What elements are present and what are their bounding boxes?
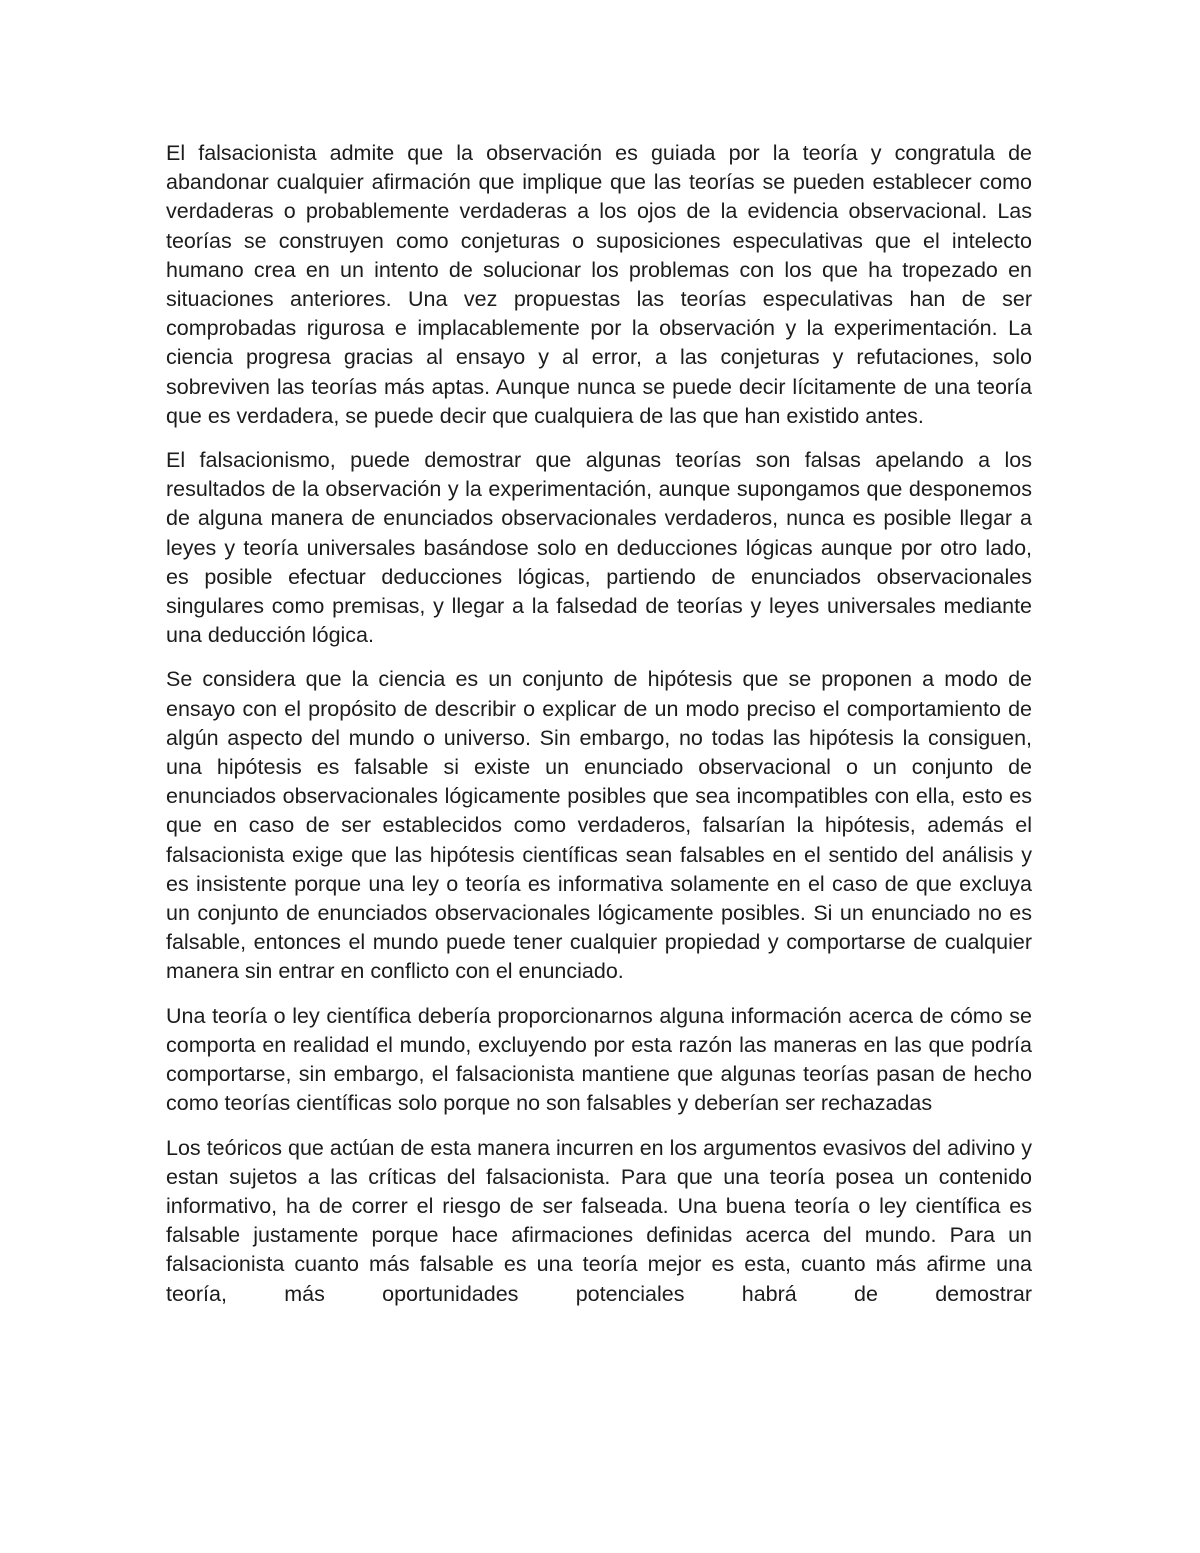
paragraph-1: El falsacionista admite que la observación es guiada por la teoría y congratula de abandonar cualquier afirmación que implique que las teorías se pueden establecer como verdaderas o probablemente verdaderas a los ojos de la evidencia observacional. Las teorías se construyen como conjeturas o suposiciones especulativas que el intelecto humano crea en un intento de solucionar los problemas con los que ha tropezado en situaciones anteriores. Una vez propuestas las teorías especulativas han de ser comprobadas rigurosa e implacablemente por la observación y la experimentación. La ciencia progresa gracias al ensayo y al error, a las conjeturas y refutaciones, solo sobreviven las teorías más aptas. Aunque nunca se puede decir lícitamente de una teoría que es verdadera, se puede decir que cualquiera de las que han existido antes. xyxy=(166,141,1032,428)
document-body xyxy=(166,139,1032,1324)
paragraph-2: El falsacionismo, puede demostrar que algunas teorías son falsas apelando a los resultados de la observación y la experimentación, aunque supongamos que desponemos de alguna manera de enunciados observacionales verdaderos, nunca es posible llegar a leyes y teoría universales basándose solo en deducciones lógicas aunque por otro lado, es posible efectuar deducciones lógicas, partiendo de enunciados observacionales singulares como premisas, y llegar a la falsedad de teorías y leyes universales mediante una deducción lógica. xyxy=(166,448,1032,648)
paragraph-5: Los teóricos que actúan de esta manera incurren en los argumentos evasivos del adivino y estan sujetos a las críticas del falsacionista. Para que una teoría posea un contenido informativo, ha de correr el riesgo de ser falseada. Una buena teoría o ley científica es falsable justamente porque hace afirmaciones definidas acerca del mundo. Para un falsacionista cuanto más falsable es una teoría mejor es esta, cuanto más afirme una teoría, más oportunidades potenciales habrá de demostrar xyxy=(166,1135,1032,1306)
paragraph-3: Se considera que la ciencia es un conjunto de hipótesis que se proponen a modo de ensayo con el propósito de describir o explicar de un modo preciso el comportamiento de algún aspecto del mundo o universo. Sin embargo, no todas las hipótesis la consiguen, una hipótesis es falsable si existe un enunciado observacional o un conjunto de enunciados observacionales lógicamente posibles que sea incompatibles con ella, esto es que en caso de ser establecidos como verdaderos, falsarían la hipótesis, además el falsacionista exige que las hipótesis científicas sean falsables en el sentido del análisis y es insistente porque una ley o teoría es informativa solamente en el caso de que excluya un conjunto de enunciados observacionales lógicamente posibles. Si un enunciado no es falsable, entonces el mundo puede tener cualquier propiedad y comportarse de cualquier manera sin entrar en conflicto con el enunciado. xyxy=(166,667,1032,984)
paragraph-4: Una teoría o ley científica debería proporcionarnos alguna información acerca de cómo se comporta en realidad el mundo, excluyendo por esta razón las maneras en las que podría comportarse, sin embargo, el falsacionista mantiene que algunas teorías pasan de hecho como teorías científicas solo porque no son falsables y deberían ser rechazadas xyxy=(166,1003,1032,1116)
